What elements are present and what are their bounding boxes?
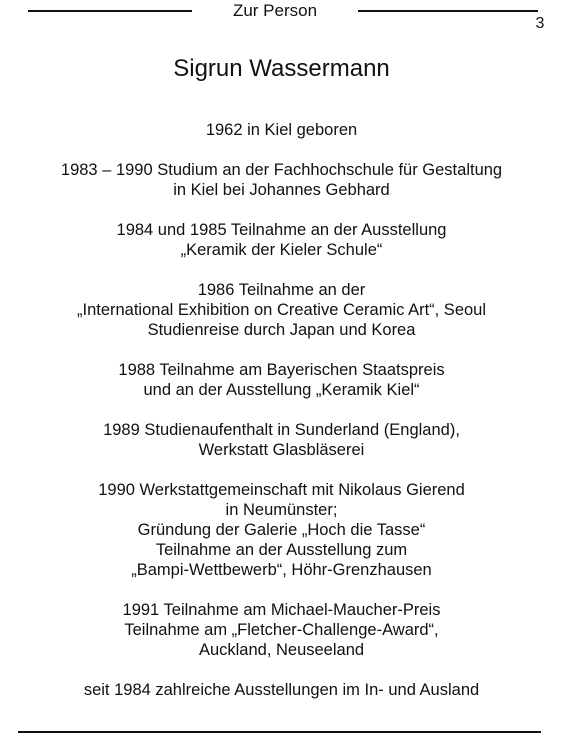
bio-line: 1983 – 1990 Studium an der Fachhochschule für Gestaltung xyxy=(60,161,503,179)
bio-line: „Keramik der Kieler Schule“ xyxy=(180,241,383,259)
bio-line: 1991 Teilnahme am Michael-Maucher-Preis xyxy=(122,601,441,619)
bio-entry-1986 xyxy=(0,280,563,340)
bio-line: Werkstatt Glasbläserei xyxy=(198,441,365,459)
biography xyxy=(0,120,563,720)
bio-line: und an der Ausstellung „Keramik Kiel“ xyxy=(143,381,420,399)
bio-entry-1990 xyxy=(0,480,563,580)
bio-line: „International Exhibition on Creative Ceramic Art“, Seoul xyxy=(76,301,487,319)
bio-line: Gründung der Galerie „Hoch die Tasse“ xyxy=(137,521,426,539)
bio-entry-1991 xyxy=(0,600,563,660)
bio-line: 1989 Studienaufenthalt in Sunderland (England), xyxy=(103,421,460,439)
bio-line: in Kiel bei Johannes Gebhard xyxy=(173,181,390,199)
bio-line: seit 1984 zahlreiche Ausstellungen im In- und Ausland xyxy=(83,681,480,699)
bio-line: Auckland, Neuseeland xyxy=(198,641,365,659)
bio-entry-1962 xyxy=(0,120,563,140)
bio-line: 1990 Werkstattgemeinschaft mit Nikolaus Gierend xyxy=(98,481,465,499)
bio-line: 1962 in Kiel geboren xyxy=(205,121,358,139)
bio-line: 1986 Teilnahme an der xyxy=(197,281,366,299)
bio-line: 1984 und 1985 Teilnahme an der Ausstellung xyxy=(116,221,447,239)
bio-entry-1989 xyxy=(0,420,563,460)
bio-entry-1983 xyxy=(0,160,563,200)
header-rule-left xyxy=(28,10,192,12)
footer-rule xyxy=(18,731,541,733)
bio-entry-exhibitions xyxy=(0,680,563,700)
header-rule-right xyxy=(358,10,538,12)
bio-line: Teilnahme an der Ausstellung zum xyxy=(155,541,408,559)
bio-entry-1988 xyxy=(0,360,563,400)
bio-entry-1984 xyxy=(0,220,563,260)
bio-line: 1988 Teilnahme am Bayerischen Staatspreis xyxy=(118,361,445,379)
section-title: Zur Person xyxy=(232,1,318,20)
bio-line: Teilnahme am „Fletcher-Challenge-Award“, xyxy=(124,621,439,639)
bio-line: in Neumünster; xyxy=(225,501,338,519)
bio-line: „Bampi-Wettbewerb“, Höhr-Grenzhausen xyxy=(131,561,432,579)
bio-line: Studienreise durch Japan und Korea xyxy=(147,321,416,339)
person-name: Sigrun Wassermann xyxy=(173,55,390,82)
page-number: 3 xyxy=(535,15,545,32)
